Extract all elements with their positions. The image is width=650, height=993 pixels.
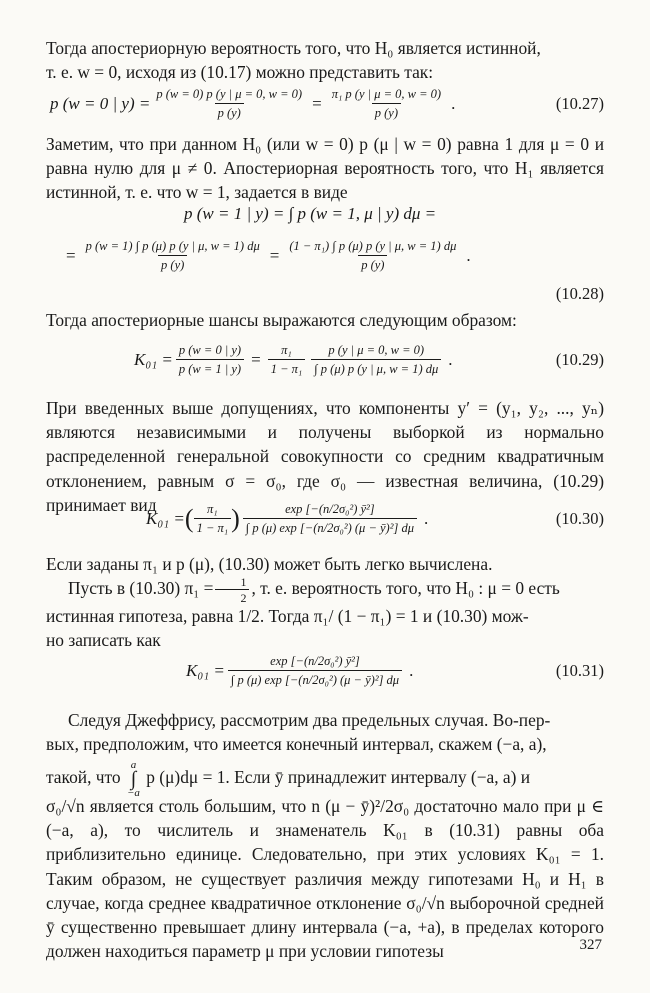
paragraph-7-line-2-block — [46, 732, 604, 756]
eq-10-28-fraction-1 — [83, 239, 263, 273]
paragraph-4: При введенных выше допущениях, что компоненты y′ = (y₁, y₂, ..., yₙ) являются независимыми и получены выборкой из нормально распределенной генеральной совокупности со средним квадратичным отклонением, равным σ = σ₀, где σ₀ — известная величина, (10.29) принимает вид — [46, 398, 604, 515]
equation-10-28: = $\frac{p (w = 1) \int p (\mu) p (y | \mu, w = 1) d\mu}{p (y)}$ = $\frac{\text{(1 − π₁) ∫ p (μ) p (y | μ, w = 1) dμ}}{p (y)}$ . — [66, 239, 471, 272]
eq-10-28-f2-denominator: p (y) — [358, 255, 387, 273]
eq-10-29-number: (10.29) — [555, 350, 604, 369]
eq-10-31-denominator: ∫ p (μ) exp [−(n/2σ₀²) (μ − ȳ)²] dμ — [228, 670, 402, 688]
paragraph-6 — [46, 576, 604, 652]
paragraph-6-line-3: но записать как — [46, 630, 161, 651]
paragraph-1-line-2: т. е. w = 0, исходя из (10.17) можно представить так: — [46, 62, 434, 83]
eq-10-27-number: (10.27) — [555, 94, 604, 113]
eq-10-30-number: (10.30) — [555, 509, 604, 528]
paragraph-3: Тогда апостериорные шансы выражаются следующим образом: — [46, 310, 517, 330]
eq-10-28-f1-numerator: p (w = 1) ∫ p (μ) p (y | μ, w = 1) dμ — [85, 239, 260, 253]
paragraph-1-line-1: Тогда апостериорную вероятность того, что H₀ является истинной, — [46, 38, 541, 58]
one-half-fraction — [215, 576, 249, 604]
eq-10-30-f1-numerator: π₁ — [207, 502, 218, 516]
equation-10-31: K₀₁ = $\frac{\text{exp [−(n/2σ₀²) ȳ²]}}{\text{∫ p (μ) exp [−(n/2σ₀²) (μ − ȳ)²] dμ}}$ . (10.31) — [186, 654, 604, 687]
eq-10-28-number: (10.28) — [555, 284, 604, 303]
eq-10-30-f2-denominator: ∫ p (μ) exp [−(n/2σ₀²) (μ − ȳ)²] dμ — [243, 518, 417, 536]
eq-10-27-fraction-1 — [153, 87, 305, 121]
eq-10-30-f2-numerator: exp [−(n/2σ₀²) ȳ²] — [285, 502, 375, 516]
eq-10-29-f3-numerator: p (y | μ = 0, w = 0) — [328, 343, 425, 357]
eq-10-30-lhs: K₀₁ = — [146, 509, 185, 528]
paragraph-1 — [46, 36, 604, 84]
definite-integral — [127, 760, 140, 798]
eq-10-27-f2-denominator: p (y) — [372, 103, 401, 121]
integral-upper-limit: a — [130, 759, 137, 771]
equation-10-30: K₀₁ = ( $\frac{\text{π₁}}{\text{1 − π₁}}$ ) $\frac{\text{exp [−(n/2σ₀²) ȳ²]}}{\text{∫ p (μ) exp [−(n/2σ₀²) (μ − ȳ)²] dμ}}$ . (10.30) — [146, 502, 604, 535]
integral-sign: ∫ — [130, 768, 137, 790]
eq-10-28-f1-denominator: p (y) — [158, 255, 187, 273]
eq-10-29-fraction-3 — [311, 343, 441, 377]
eq-10-27-fraction-2 — [329, 87, 444, 121]
eq-10-30-fraction-1 — [194, 502, 232, 536]
eq-10-30-fraction-2 — [243, 502, 417, 536]
paragraph-7-line-1: Следуя Джеффрису, рассмотрим два предельных случая. Во-пер- — [68, 710, 551, 730]
eq-10-31-lhs: K₀₁ = — [186, 661, 225, 680]
equation-10-28-line-1 — [46, 200, 604, 228]
eq-10-27-lhs: p (w = 0 | y) = — [50, 94, 151, 113]
paragraph-6-continued: , т. е. вероятность того, что H₀ : μ = 0 есть — [251, 578, 560, 598]
page-number: 327 — [579, 937, 602, 953]
paragraph-6-start: Пусть в (10.30) π₁ = — [68, 578, 214, 598]
paragraph-7 — [46, 708, 604, 732]
paragraph-7-rest: σ₀/√n является столь большим, что n (μ − ȳ)²/2σ₀ достаточно мало при μ ∈ (−a, a), то числитель и знаменатель K₀₁ в (10.31) равны оба приблизительно единице. Следовательно, при этих условиях K₀₁ = 1. Таким образом, не существует различия между гипотезами H₀ и H₁ в случае, когда среднее квадратичное отклонение σ₀/√n выборочной средней ȳ существенно превышает длину интервала (−a, +a), в пределах которого должен находиться параметр μ при условии гипотезы — [46, 796, 604, 962]
eq-10-29-lhs: K₀₁ = — [134, 350, 173, 369]
eq-10-27-f1-numerator: p (w = 0) p (y | μ = 0, w = 0) — [156, 87, 303, 101]
eq-10-29-fraction-1 — [176, 343, 244, 377]
paragraph-7-line-3-start: такой, что — [46, 767, 121, 787]
eq-10-29-f2-numerator: π₁ — [281, 343, 292, 357]
eq-10-29-f2-denominator: 1 − π₁ — [268, 359, 306, 377]
eq-10-31-fraction — [228, 654, 402, 688]
eq-10-30-f1-denominator: 1 − π₁ — [194, 518, 232, 536]
equation-10-29: K₀₁ = $\frac{p (w = 0 | y)}{p (w = 1 | y)}$ = $\frac{\text{π₁}}{\text{1 − π₁}}$ $\frac{p (y | \mu = 0, w = 0)}{\int p (\mu) p (y | \mu, w = 1) d\mu}$ . (10.29) — [134, 343, 604, 376]
paragraph-6-line-2: истинная гипотеза, равна 1/2. Тогда π₁/ (1 − π₁) = 1 и (10.30) мож- — [46, 606, 529, 626]
paragraph-7-line-3-block — [46, 759, 604, 799]
eq-10-31-numerator: exp [−(n/2σ₀²) ȳ²] — [270, 654, 360, 668]
paragraph-2: Заметим, что при данном H₀ (или w = 0) p (μ | w = 0) равна 1 для μ = 0 и равна нулю для μ ≠ 0. Апостериорная вероятность того, что H₁ является истинной, т. е. что w = 1, задается в виде — [46, 134, 604, 203]
one-half-numerator: 1 — [240, 575, 247, 589]
eq-10-27-f2-numerator: π₁ p (y | μ = 0, w = 0) — [331, 87, 442, 101]
paragraph-7-line-3-end: p (μ)dμ = 1. Если ȳ принадлежит интервалу (−a, a) и — [146, 767, 531, 787]
one-half-denominator: 2 — [215, 589, 249, 604]
eq-10-28-fraction-2 — [286, 239, 459, 273]
eq-10-28-f2-numerator: (1 − π₁) ∫ p (μ) p (y | μ, w = 1) dμ — [289, 239, 457, 253]
equation-10-27: p (w = 0 | y) = $\frac{p (w = 0) p (y | \mu = 0, w = 0)}{p (y)}$ = $\frac{\text{π₁ p (y | μ = 0, w = 0)}}{p (y)}$ . (10.27) — [50, 87, 604, 120]
paragraph-5: Если заданы π₁ и p (μ), (10.30) может быть легко вычислена. — [46, 554, 493, 574]
eq-10-28-line-1-text: p (w = 1 | y) = ∫ p (w = 1, μ | y) dμ = — [184, 204, 437, 223]
eq-10-27-f1-denominator: p (y) — [215, 103, 244, 121]
paragraph-7-line-2: вых, предположим, что имеется конечный интервал, скажем (−a, a), — [46, 734, 547, 754]
eq-10-29-f3-denominator: ∫ p (μ) p (y | μ, w = 1) dμ — [311, 359, 441, 377]
eq-10-31-number: (10.31) — [555, 661, 604, 680]
integral-lower-limit: −a — [126, 787, 140, 799]
eq-10-29-f1-denominator: p (w = 1 | y) — [176, 359, 244, 377]
eq-10-29-fraction-2 — [268, 343, 306, 377]
eq-10-29-f1-numerator: p (w = 0 | y) — [178, 343, 242, 357]
